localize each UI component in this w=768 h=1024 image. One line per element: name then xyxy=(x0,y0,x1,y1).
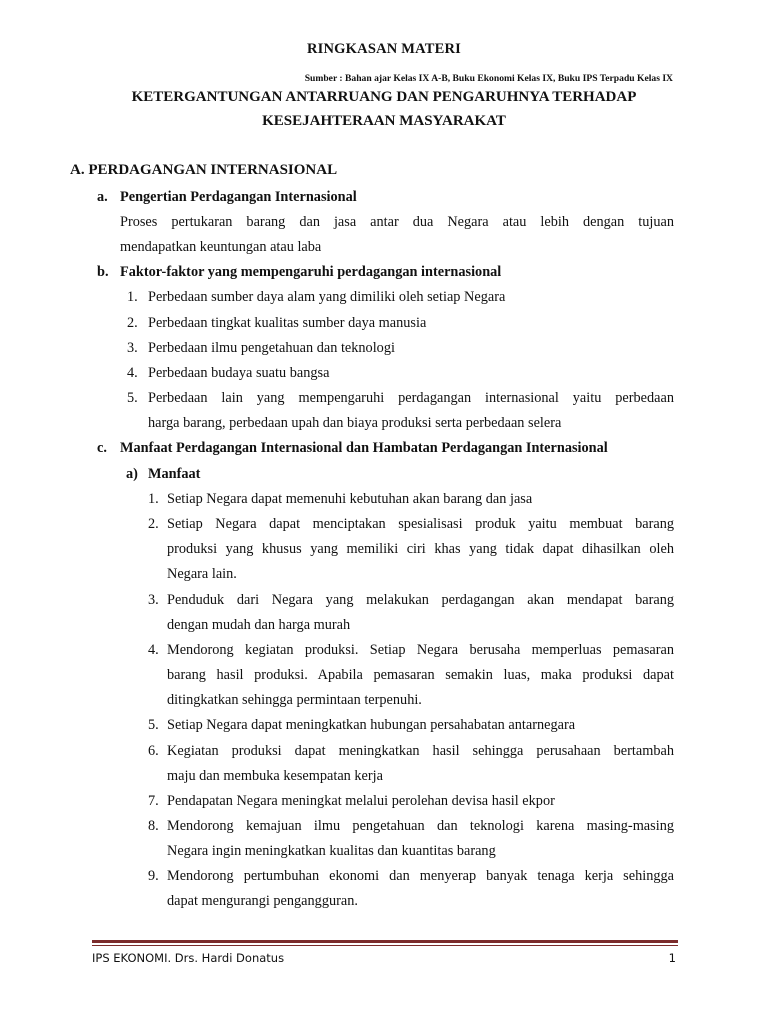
list-item-continuation: Negara lain. xyxy=(167,566,237,582)
sub-c-a-title: Manfaat xyxy=(148,466,201,482)
sub-a-marker: a. xyxy=(97,189,108,205)
list-item-continuation: barang hasil produksi. Apabila pemasaran semakin luas, maka produksi dapat xyxy=(167,667,674,683)
sub-b-title: Faktor-faktor yang mempengaruhi perdagangan internasional xyxy=(120,264,502,280)
list-item: Setiap Negara dapat memenuhi kebutuhan akan barang dan jasa xyxy=(167,491,533,507)
list-item-number: 8. xyxy=(148,818,159,834)
list-item-continuation: produksi yang khusus yang memiliki ciri khas yang tidak dapat dihasilkan oleh xyxy=(167,541,674,557)
list-item-number: 5. xyxy=(127,390,138,406)
list-item-continuation: Negara ingin meningkatkan kualitas dan kuantitas barang xyxy=(167,843,496,859)
list-item: Penduduk dari Negara yang melakukan perdagangan akan mendapat barang xyxy=(167,592,674,608)
list-item-number: 1. xyxy=(127,289,138,305)
list-item-number: 1. xyxy=(148,491,159,507)
list-item-continuation: maju dan membuka kesempatan kerja xyxy=(167,768,383,784)
list-item-number: 4. xyxy=(127,365,138,381)
footer-author: IPS EKONOMI. Drs. Hardi Donatus xyxy=(92,951,285,965)
sub-c-a-marker: a) xyxy=(126,466,138,482)
sub-c-title: Manfaat Perdagangan Internasional dan Hambatan Perdagangan Internasional xyxy=(120,440,608,456)
sub-b-marker: b. xyxy=(97,264,109,280)
list-item: Setiap Negara dapat meningkatkan hubungan persahabatan antarnegara xyxy=(167,717,576,733)
list-item-continuation: dengan mudah dan harga murah xyxy=(167,617,351,633)
list-item-continuation: dapat mengurangi pengangguran. xyxy=(167,893,358,909)
footer-rule xyxy=(92,945,678,946)
list-item-number: 9. xyxy=(148,868,159,884)
main-heading-line-1: KETERGANTUNGAN ANTARRUANG DAN PENGARUHNYA TERHADAP xyxy=(131,89,637,105)
list-item-number: 2. xyxy=(127,315,138,331)
list-item-number: 7. xyxy=(148,793,159,809)
section-heading-a: A. PERDAGANGAN INTERNASIONAL xyxy=(70,162,338,178)
sub-c-marker: c. xyxy=(97,440,107,456)
main-heading-line-2: KESEJAHTERAAN MASYARAKAT xyxy=(262,113,506,129)
sub-a-title: Pengertian Perdagangan Internasional xyxy=(120,189,357,205)
list-item-number: 6. xyxy=(148,743,159,759)
list-item-continuation: ditingkatkan sehingga permintaan terpenuhi. xyxy=(167,692,422,708)
list-item: Mendorong kemajuan ilmu pengetahuan dan teknologi karena masing-masing xyxy=(167,818,674,834)
list-item: Perbedaan budaya suatu bangsa xyxy=(148,365,330,381)
list-item: Mendorong pertumbuhan ekonomi dan menyerap banyak tenaga kerja sehingga xyxy=(167,868,674,884)
sub-a-text-line: Proses pertukaran barang dan jasa antar dua Negara atau lebih dengan tujuan xyxy=(120,214,674,230)
list-item: Perbedaan ilmu pengetahuan dan teknologi xyxy=(148,340,395,356)
list-item-number: 3. xyxy=(127,340,138,356)
list-item: Pendapatan Negara meningkat melalui perolehan devisa hasil ekpor xyxy=(167,793,555,809)
list-item-number: 3. xyxy=(148,592,159,608)
footer-rule xyxy=(92,940,678,943)
list-item: Perbedaan sumber daya alam yang dimiliki oleh setiap Negara xyxy=(148,289,506,305)
list-item: Setiap Negara dapat menciptakan spesialisasi produk yaitu membuat barang xyxy=(167,516,674,532)
list-item: Perbedaan lain yang mempengaruhi perdagangan internasional yaitu perbedaan xyxy=(148,390,674,406)
page-number: 1 xyxy=(668,951,676,965)
list-item-number: 2. xyxy=(148,516,159,532)
list-item-number: 4. xyxy=(148,642,159,658)
list-item-number: 5. xyxy=(148,717,159,733)
source-note: Sumber : Bahan ajar Kelas IX A-B, Buku Ekonomi Kelas IX, Buku IPS Terpadu Kelas IX xyxy=(304,73,673,84)
document-title: RINGKASAN MATERI xyxy=(307,41,461,57)
list-item: Mendorong kegiatan produksi. Setiap Negara berusaha memperluas pemasaran xyxy=(167,642,674,658)
list-item-continuation: harga barang, perbedaan upah dan biaya produksi serta perbedaan selera xyxy=(148,415,562,431)
list-item: Perbedaan tingkat kualitas sumber daya manusia xyxy=(148,315,427,331)
sub-a-text-line: mendapatkan keuntungan atau laba xyxy=(120,239,322,255)
list-item: Kegiatan produksi dapat meningkatkan hasil sehingga perusahaan bertambah xyxy=(167,743,674,759)
